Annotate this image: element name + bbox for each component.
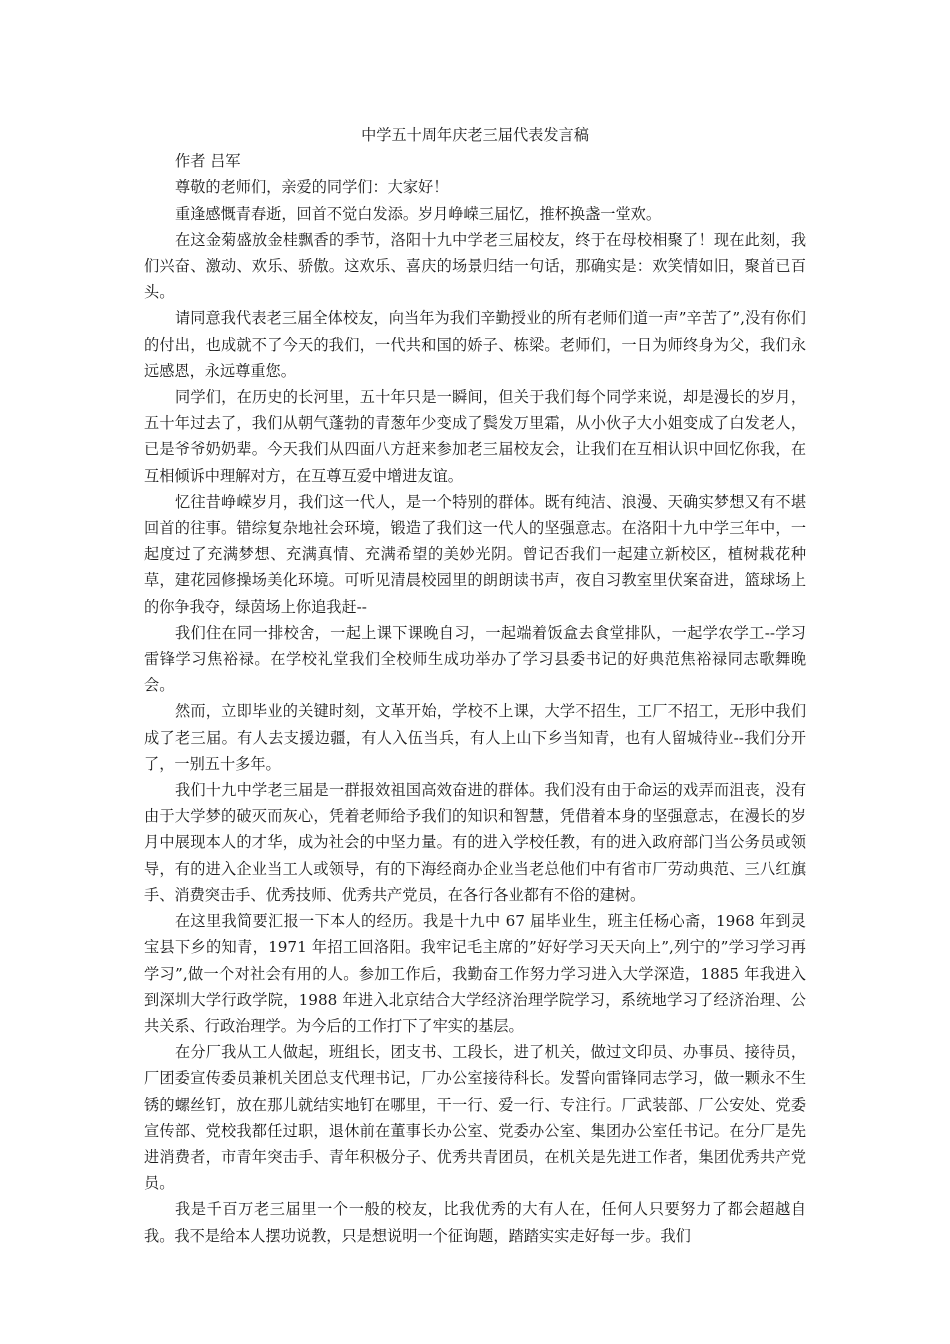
- document-author: 作者 吕军: [175, 152, 241, 171]
- paragraph-classmates: 同学们，在历史的长河里，五十年只是一瞬间，但关于我们每个同学来说，却是漫长的岁月，五十年过去了，我们从朝气蓬勃的青葱年少变成了鬓发万里霜，从小伙子大小姐变成了白发老人，已是爷爷奶奶辈。今天我们从四面八方赶来参加老三届校友会，让我们在互相认识中回忆你我，在互相倾诉中理解对方，在互尊互爱中增进友谊。: [144, 388, 806, 485]
- paragraph-closing: 我是千百万老三届里一个一般的校友，比我优秀的大有人在，任何人只要努力了都会超越自我。我不是给本人摆功说教，只是想说明一个征询题，踏踏实实走好每一步。我们: [144, 1200, 806, 1245]
- paragraph-school-life: 我们住在同一排校舍，一起上课下课晚自习，一起端着饭盒去食堂排队，一起学农学工--学习雷锋学习焦裕禄。在学校礼堂我们全校师生成功举办了学习县委书记的好典范焦裕禄同志歌舞晚会。: [144, 623, 806, 695]
- document-page: [144, 122, 806, 1249]
- paragraph-personal-history: 在这里我简要汇报一下本人的经历。我是十九中 67 届毕业生，班主任杨心斋，1968 年到灵宝县下乡的知青，1971 年招工回洛阳。我牢记毛主席的”好好学习天天向上”,列宁的”学习学习再学习”,做一个对社会有用的人。参加工作后，我勤奋工作努力学习进入大学深造，1885 年我进入到深圳大学行政学院，1988 年进入北京结合大学经济治理学院学习，系统地学习了经济治理、公共关系、行政治理学。为今后的工作打下了牢实的基层。: [144, 912, 806, 1035]
- paragraph-reunion: 在这金菊盛放金桂飘香的季节，洛阳十九中学老三届校友，终于在母校相聚了！现在此刻，我们兴奋、激动、欢乐、骄傲。这欢乐、喜庆的场景归结一句话，那确实是：欢笑情如旧，聚首已百头。: [144, 230, 806, 302]
- document-title: 中学五十周年庆老三届代表发言稿: [361, 126, 589, 144]
- paragraph-poem: 重逢感慨青春逝，回首不觉白发添。岁月峥嵘三届忆，推杯换盏一堂欢。: [175, 204, 661, 223]
- paragraph-career: 在分厂我从工人做起，班组长，团支书、工段长，进了机关，做过文印员、办事员、接待员，厂团委宣传委员兼机关团总支代理书记，厂办公室接待科长。发誓向雷锋同志学习，做一颗永不生锈的螺丝钉，放在那儿就结实地钉在哪里，干一行、爱一行、专注行。厂武装部、厂公安处、党委宣传部、党校我都任过职，退休前在董事长办公室、党委办公室、集团办公室任书记。在分厂是先进消费者，市青年突击手、青年积极分子、优秀共青团员，在机关是先进工作者，集团优秀共产党员。: [144, 1043, 806, 1193]
- paragraph-memories: 忆往昔峥嵘岁月，我们这一代人，是一个特别的群体。既有纯洁、浪漫、天确实梦想又有不堪回首的往事。错综复杂地社会环境，锻造了我们这一代人的坚强意志。在洛阳十九中学三年中，一起度过了充满梦想、充满真情、充满希望的美妙光阴。曾记否我们一起建立新校区，植树栽花种草，建花园修操场美化环境。可听见清晨校园里的朗朗读书声，夜自习教室里伏案奋进，篮球场上的你争我夺，绿茵场上你追我赶--: [144, 492, 806, 616]
- paragraph-greeting: 尊敬的老师们，亲爱的同学们：大家好！: [175, 178, 449, 197]
- paragraph-achievements: 我们十九中学老三届是一群报效祖国高效奋进的群体。我们没有由于命运的戏弄而沮丧，没有由于大学梦的破灭而灰心，凭着老师给予我们的知识和智慧，凭借着本身的坚强意志，在漫长的岁月中展现本人的才华，成为社会的中坚力量。有的进入学校任教，有的进入政府部门当公务员或领导，有的进入企业当工人或领导，有的下海经商办企业当老总他们中有省市厂劳动典范、三八红旗手、消费突击手、优秀技师、优秀共产党员，在各行各业都有不俗的建树。: [144, 781, 806, 904]
- paragraph-thanks-teachers: 请同意我代表老三届全体校友，向当年为我们辛勤授业的所有老师们道一声”辛苦了”,没有你们的付出，也成就不了今天的我们，一代共和国的娇子、栋梁。老师们，一日为师终身为父，我们永远感恩，永远尊重您。: [144, 309, 806, 380]
- paragraph-separation: 然而，立即毕业的关键时刻，文革开始，学校不上课，大学不招生，工厂不招工，无形中我们成了老三届。有人去支援边疆，有人入伍当兵，有人上山下乡当知青，也有人留城待业--我们分开了，一别五十多年。: [144, 702, 806, 773]
